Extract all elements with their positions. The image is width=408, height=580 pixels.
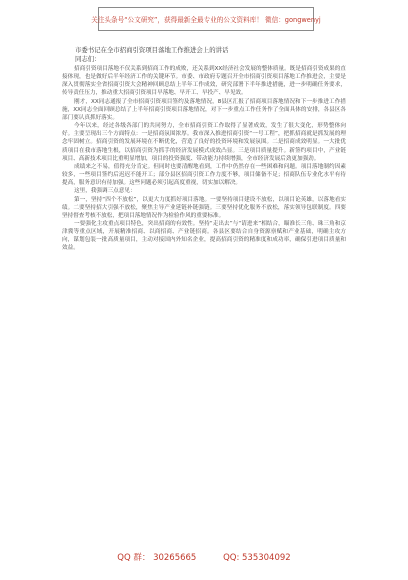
- paragraph: 一要强化主攻重点项目特色，突出招商的有效性。坚持“走出去”与“请进来”相结合，瞄准长三角、珠三角和京津冀等重点区域，开展精准招商、以商招商、产业链招商。各县区要结合自身资源禀赋和产业基础，明确主攻方向，谋划包装一批高质量项目，主动对接国内外知名企业，提高招商引资的精准度和成功率，确保引进项目质量和效益。: [62, 220, 346, 252]
- paragraph: 这里，我强调三点意见：: [74, 188, 136, 195]
- footer-contact: [0, 551, 408, 563]
- header-banner: 关注头条号“公文研究”，获得最新全最专业的公文资料库！ 微信：gongwenyj: [98, 7, 314, 31]
- footer-qq-group: QQ 群： 30265665: [117, 553, 197, 563]
- paragraph: 第一，坚持“四个不放松”，以更大力度抓好项目落地。一要坚持项目建设不放松，以项目论英雄，以落地看实绩。二要坚持招大引强不放松，聚焦主导产业延链补链强链。三要坚持优化服务不放松，落实领导包联制度。四要坚持督查考核不放松，把项目落地情况作为检验作风的重要标准。: [62, 196, 346, 219]
- paragraph: 今年以来，经过各级各部门的共同努力，全市招商引资工作取得了显著成效，发生了很大变化，形势整体向好。主要呈现出三个方面特点：一是招商氛围浓厚。我市深入推进招商引资“一号工程”，把抓招商就是抓发展的理念牢固树立。招商引资的发展环境在不断优化，营造了良好的投资环境和发展氛围。二是招商成效明显。一大批优质项目在我市落地生根，以招商引资为抓手的经济发展模式成效凸显。三是项目质量提升。新签约项目中，产业链项目、高新技术项目比重明显增加，项目的投资强度、带动能力持续增强，全市经济发展后劲更加强劲。: [62, 123, 346, 162]
- footer-qq: QQ: 535304092: [223, 553, 291, 563]
- paragraph: 刚才，XX同志通报了全市招商引资项目签约及落地情况，8县区汇报了招商项目落地情况和下一步推进工作措施，XX同志全面回顾总结了上半年招商引资项目落地情况，对下一步重点工作任务作了全面具体的安排，各县区各部门要认真抓好落实。: [62, 98, 346, 121]
- document-body: [62, 46, 346, 253]
- greeting: 同志们：: [75, 55, 101, 63]
- paragraph: 成绩来之不易，值得充分肯定。但同时也要清醒地看到，工作中仍然存在一些困难和问题。项目落地制约因素较多，一些项目签约后迟迟不能开工；部分县区招商引资工作力度不够，项目储备不足；招商队伍专业化水平有待提高，服务意识有待加强。这些问题必须引起高度重视，切实加以解决。: [62, 163, 346, 187]
- document-title: 市委书记在全市招商引资项目落地工作推进会上的讲话: [75, 46, 229, 54]
- paragraph: 招商引资项目落地不仅关系到招商工作的成败，还关系到XX经济社会发展的整体质量。既是招商引资成果的直接体现，也是做好后半年经济工作的关键环节。市委、市政府专题召开全市招商引资项目落地工作推进会，主要是深入贯彻落实全省招商引资大会精神回顾总结上半年工作成效，研究部署下半年推进措施，进一步明确任务要求，传导责任压力，推动重大招商引资项目早落地、早开工、早投产、早见效。: [62, 66, 346, 97]
